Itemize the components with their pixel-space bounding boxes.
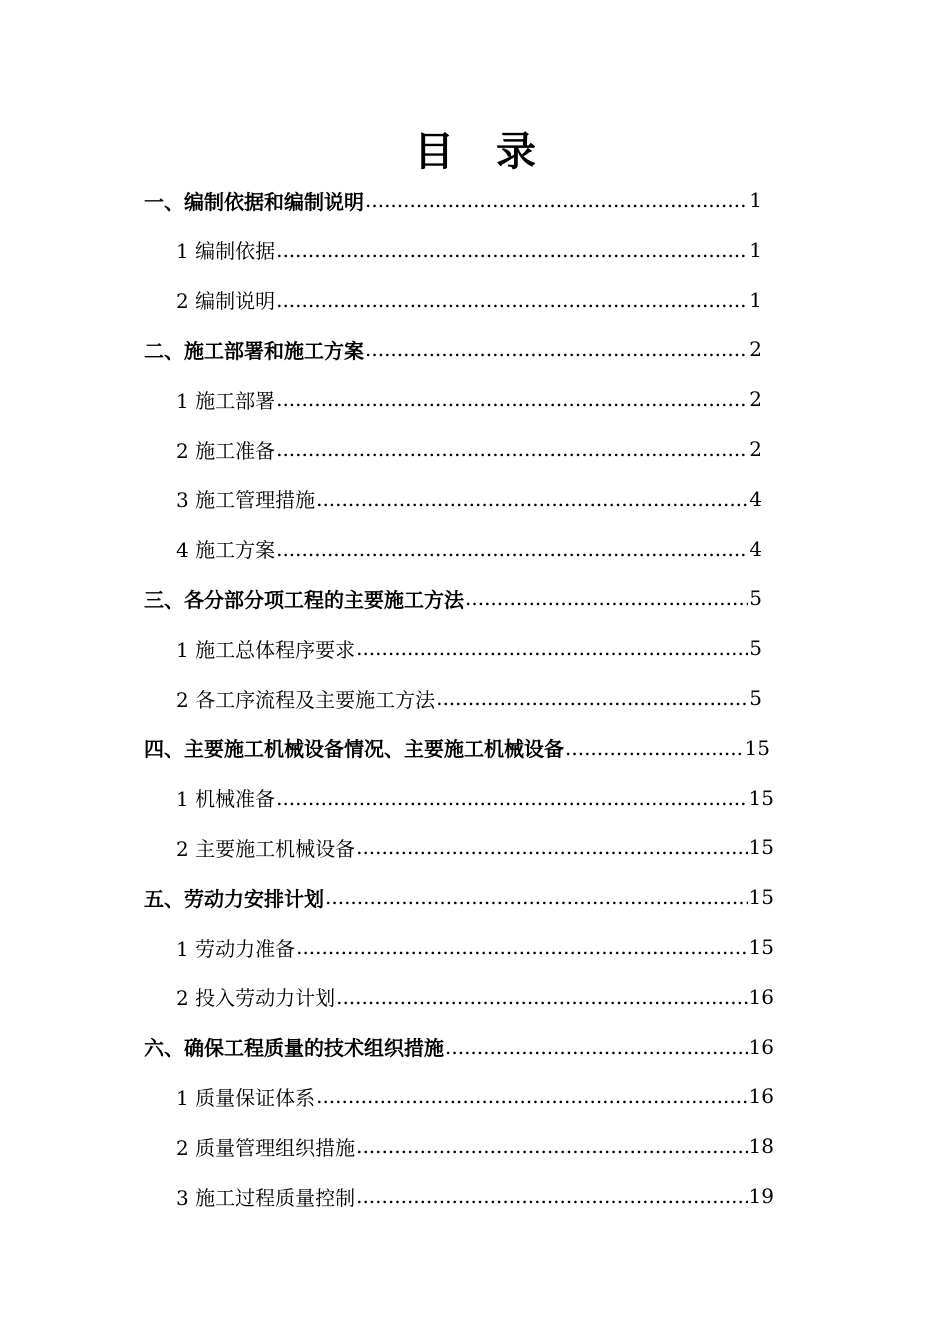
toc-section-entry[interactable]: [176, 225, 762, 275]
toc-section-entry[interactable]: [176, 275, 762, 325]
toc-entry-label: 3 施工过程质量控制: [176, 1185, 356, 1210]
toc-entry-label: 2 施工准备: [176, 438, 276, 463]
toc-entry-label: 六、确保工程质量的技术组织措施: [144, 1036, 444, 1061]
toc-section-entry[interactable]: [176, 673, 762, 723]
toc-page-number: 16: [748, 1034, 774, 1059]
toc-section-entry[interactable]: [176, 623, 762, 673]
toc-entry-label: 四、主要施工机械设备情况、主要施工机械设备: [144, 737, 564, 762]
toc-page-number: 16: [748, 984, 774, 1009]
toc-dot-leader: [365, 339, 748, 359]
toc-entry-label: 2 质量管理组织措施: [176, 1135, 356, 1160]
toc-entry-label: 1 质量保证体系: [176, 1085, 316, 1110]
toc-section-entry[interactable]: [176, 1071, 774, 1121]
toc-entry-label: 一、编制依据和编制说明: [144, 189, 364, 214]
toc-entry-label: 1 劳动力准备: [176, 936, 296, 961]
toc-entry-label: 2 各工序流程及主要施工方法: [176, 687, 436, 712]
toc-chapter-entry[interactable]: [144, 1022, 774, 1072]
toc-page-number: 15: [748, 785, 774, 810]
toc-page-number: 15: [748, 835, 774, 860]
toc-dot-leader: [276, 240, 748, 260]
toc-page-number: 15: [748, 935, 774, 959]
toc-dot-leader: [436, 688, 748, 708]
toc-page-number: 1: [749, 237, 762, 262]
toc-dot-leader: [336, 987, 747, 1007]
toc-dot-leader: [316, 1086, 747, 1106]
toc-page-number: 4: [749, 486, 762, 511]
toc-page-number: 15: [748, 885, 774, 910]
toc-entry-label: 五、劳动力安排计划: [144, 886, 324, 911]
title-part-2: 录: [496, 128, 536, 175]
toc-page-number: 4: [749, 536, 762, 561]
toc-dot-leader: [296, 937, 747, 957]
toc-section-entry[interactable]: [176, 474, 762, 524]
toc-dot-leader: [445, 1037, 748, 1057]
toc-dot-leader: [465, 588, 748, 608]
toc-dot-leader: [356, 1186, 747, 1206]
toc-chapter-entry[interactable]: [144, 573, 762, 623]
toc-section-entry[interactable]: [176, 773, 774, 823]
toc-section-entry[interactable]: [176, 822, 774, 872]
toc-page-number: 15: [744, 735, 770, 760]
toc-entry-label: 1 施工部署: [176, 388, 276, 413]
toc-section-entry[interactable]: [176, 972, 774, 1022]
toc-page-number: 18: [748, 1134, 774, 1159]
toc-entry-label: 1 施工总体程序要求: [176, 637, 356, 662]
toc-section-entry[interactable]: [176, 922, 774, 972]
toc-dot-leader: [276, 788, 747, 808]
toc-entry-label: 三、各分部分项工程的主要施工方法: [144, 587, 464, 612]
toc-section-entry[interactable]: [176, 524, 762, 574]
toc-dot-leader: [276, 389, 748, 409]
toc-entry-label: 3 施工管理措施: [176, 488, 316, 513]
toc-entry-label: 1 编制依据: [176, 239, 276, 264]
toc-dot-leader: [356, 1136, 747, 1156]
toc-entry-label: 1 机械准备: [176, 787, 276, 812]
toc-section-entry[interactable]: [176, 1121, 774, 1171]
toc-page-number: 5: [749, 586, 762, 611]
toc-dot-leader: [276, 439, 748, 459]
page-title: [0, 126, 950, 178]
toc-page-number: 16: [748, 1084, 774, 1109]
toc-section-entry[interactable]: [176, 374, 762, 424]
toc-dot-leader: [565, 738, 744, 758]
title-part-1: 目: [414, 128, 454, 175]
toc-page-number: 1: [749, 188, 762, 212]
toc-chapter-entry[interactable]: [144, 324, 762, 374]
toc-page-number: 1: [749, 287, 762, 312]
toc-chapter-entry[interactable]: [144, 872, 774, 922]
toc-page-number: 2: [749, 337, 762, 362]
toc-dot-leader: [356, 638, 748, 658]
toc-entry-label: 2 主要施工机械设备: [176, 836, 356, 861]
toc-dot-leader: [316, 489, 748, 509]
toc-page-number: 19: [748, 1184, 774, 1208]
toc-dot-leader: [365, 190, 748, 210]
toc-dot-leader: [276, 290, 748, 310]
toc-entry-label: 4 施工方案: [176, 538, 276, 563]
toc-section-entry[interactable]: [176, 1171, 774, 1221]
toc-chapter-entry[interactable]: [144, 175, 762, 225]
toc-page-number: 5: [749, 686, 762, 710]
toc-entry-label: 二、施工部署和施工方案: [144, 338, 364, 363]
toc-entry-label: 2 投入劳动力计划: [176, 986, 336, 1011]
toc-page-number: 5: [749, 636, 762, 661]
toc-section-entry[interactable]: [176, 424, 762, 474]
toc-page-number: 2: [749, 387, 762, 412]
toc-entry-label: 2 编制说明: [176, 289, 276, 314]
toc-page-number: 2: [749, 437, 762, 461]
toc-dot-leader: [325, 887, 748, 907]
toc-dot-leader: [356, 837, 747, 857]
toc-dot-leader: [276, 539, 748, 559]
toc-chapter-entry[interactable]: [144, 723, 770, 773]
